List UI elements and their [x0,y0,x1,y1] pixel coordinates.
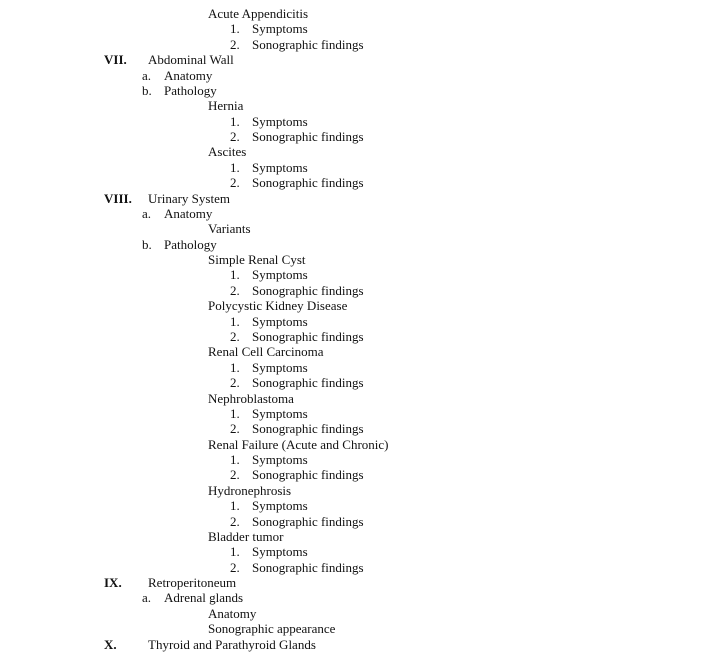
outline-text: Symptoms [252,21,308,37]
outline-marker: 2. [230,328,240,344]
outline-marker: 1. [230,452,240,468]
outline-marker: 2. [230,375,240,391]
outline-text: Symptoms [252,113,308,129]
outline-text: Symptoms [252,267,308,283]
outline-marker: b. [142,236,152,252]
outline-marker: VIII. [104,190,132,206]
outline-text: Ascites [208,144,247,160]
outline-marker: 2. [230,559,240,575]
outline-text: Anatomy [208,605,257,621]
outline-text: Symptoms [252,159,308,175]
outline-marker: 2. [230,36,240,52]
outline-text: Nephroblastoma [208,390,294,406]
outline-marker: 1. [230,405,240,421]
outline-text: Sonographic findings [252,282,364,298]
outline-text: Symptoms [252,405,308,421]
outline-text: Sonographic findings [252,559,364,575]
outline-marker: 2. [230,175,240,191]
outline-marker: 1. [230,498,240,514]
outline-text: Symptoms [252,544,308,560]
outline-text: Renal Failure (Acute and Chronic) [208,436,389,452]
outline-text: Retroperitoneum [148,575,237,591]
outline-marker: 1. [230,267,240,283]
outline-text: Urinary System [148,190,230,206]
outline-marker: 2. [230,421,240,437]
outline-text: Variants [208,221,251,237]
outline-marker: 2. [230,282,240,298]
outline-marker: b. [142,82,152,98]
outline-marker: 1. [230,113,240,129]
outline-marker: a. [142,67,152,83]
outline-text: Symptoms [252,498,308,514]
outline-text: Hernia [208,98,244,114]
outline-text: Sonographic appearance [208,621,336,637]
outline-text: Thyroid and Parathyroid Glands [148,636,316,652]
outline-text: Sonographic findings [252,513,364,529]
outline-text: Sonographic findings [252,421,364,437]
outline-marker: IX. [104,575,122,591]
outline-text: Polycystic Kidney Disease [208,298,348,314]
outline-text: Sonographic findings [252,375,364,391]
outline-marker: a. [142,205,152,221]
outline-text: Symptoms [252,313,308,329]
outline-text: Sonographic findings [252,175,364,191]
outline-text: Sonographic findings [252,328,364,344]
outline-text: Renal Cell Carcinoma [208,344,324,360]
outline-marker: a. [142,590,152,606]
outline-text: Sonographic findings [252,36,364,52]
outline-text: Symptoms [252,452,308,468]
outline-text: Acute Appendicitis [208,6,309,21]
outline-marker: 1. [230,159,240,175]
outline-text: Hydronephrosis [208,482,292,498]
outline-marker: X. [104,636,117,652]
outline-text: Anatomy [164,205,213,221]
outline-marker: 1. [230,21,240,37]
outline-text: Symptoms [252,359,308,375]
outline-marker: 2. [230,129,240,145]
outline-text: Bladder tumor [208,528,284,544]
outline-text: Pathology [164,82,217,98]
outline-marker: VII. [104,52,127,68]
outline-marker: 2. [230,467,240,483]
outline-marker: 1. [230,359,240,375]
outline-marker: 1. [230,313,240,329]
outline-text: Sonographic findings [252,129,364,145]
outline-text: Abdominal Wall [148,52,234,68]
outline-text: Sonographic findings [252,467,364,483]
outline-text: Adrenal glands [164,590,244,606]
outline-text: Simple Renal Cyst [208,252,306,268]
outline-text: Anatomy [164,67,213,83]
outline-marker: 1. [230,544,240,560]
outline-text: Pathology [164,236,217,252]
outline-marker: 2. [230,513,240,529]
